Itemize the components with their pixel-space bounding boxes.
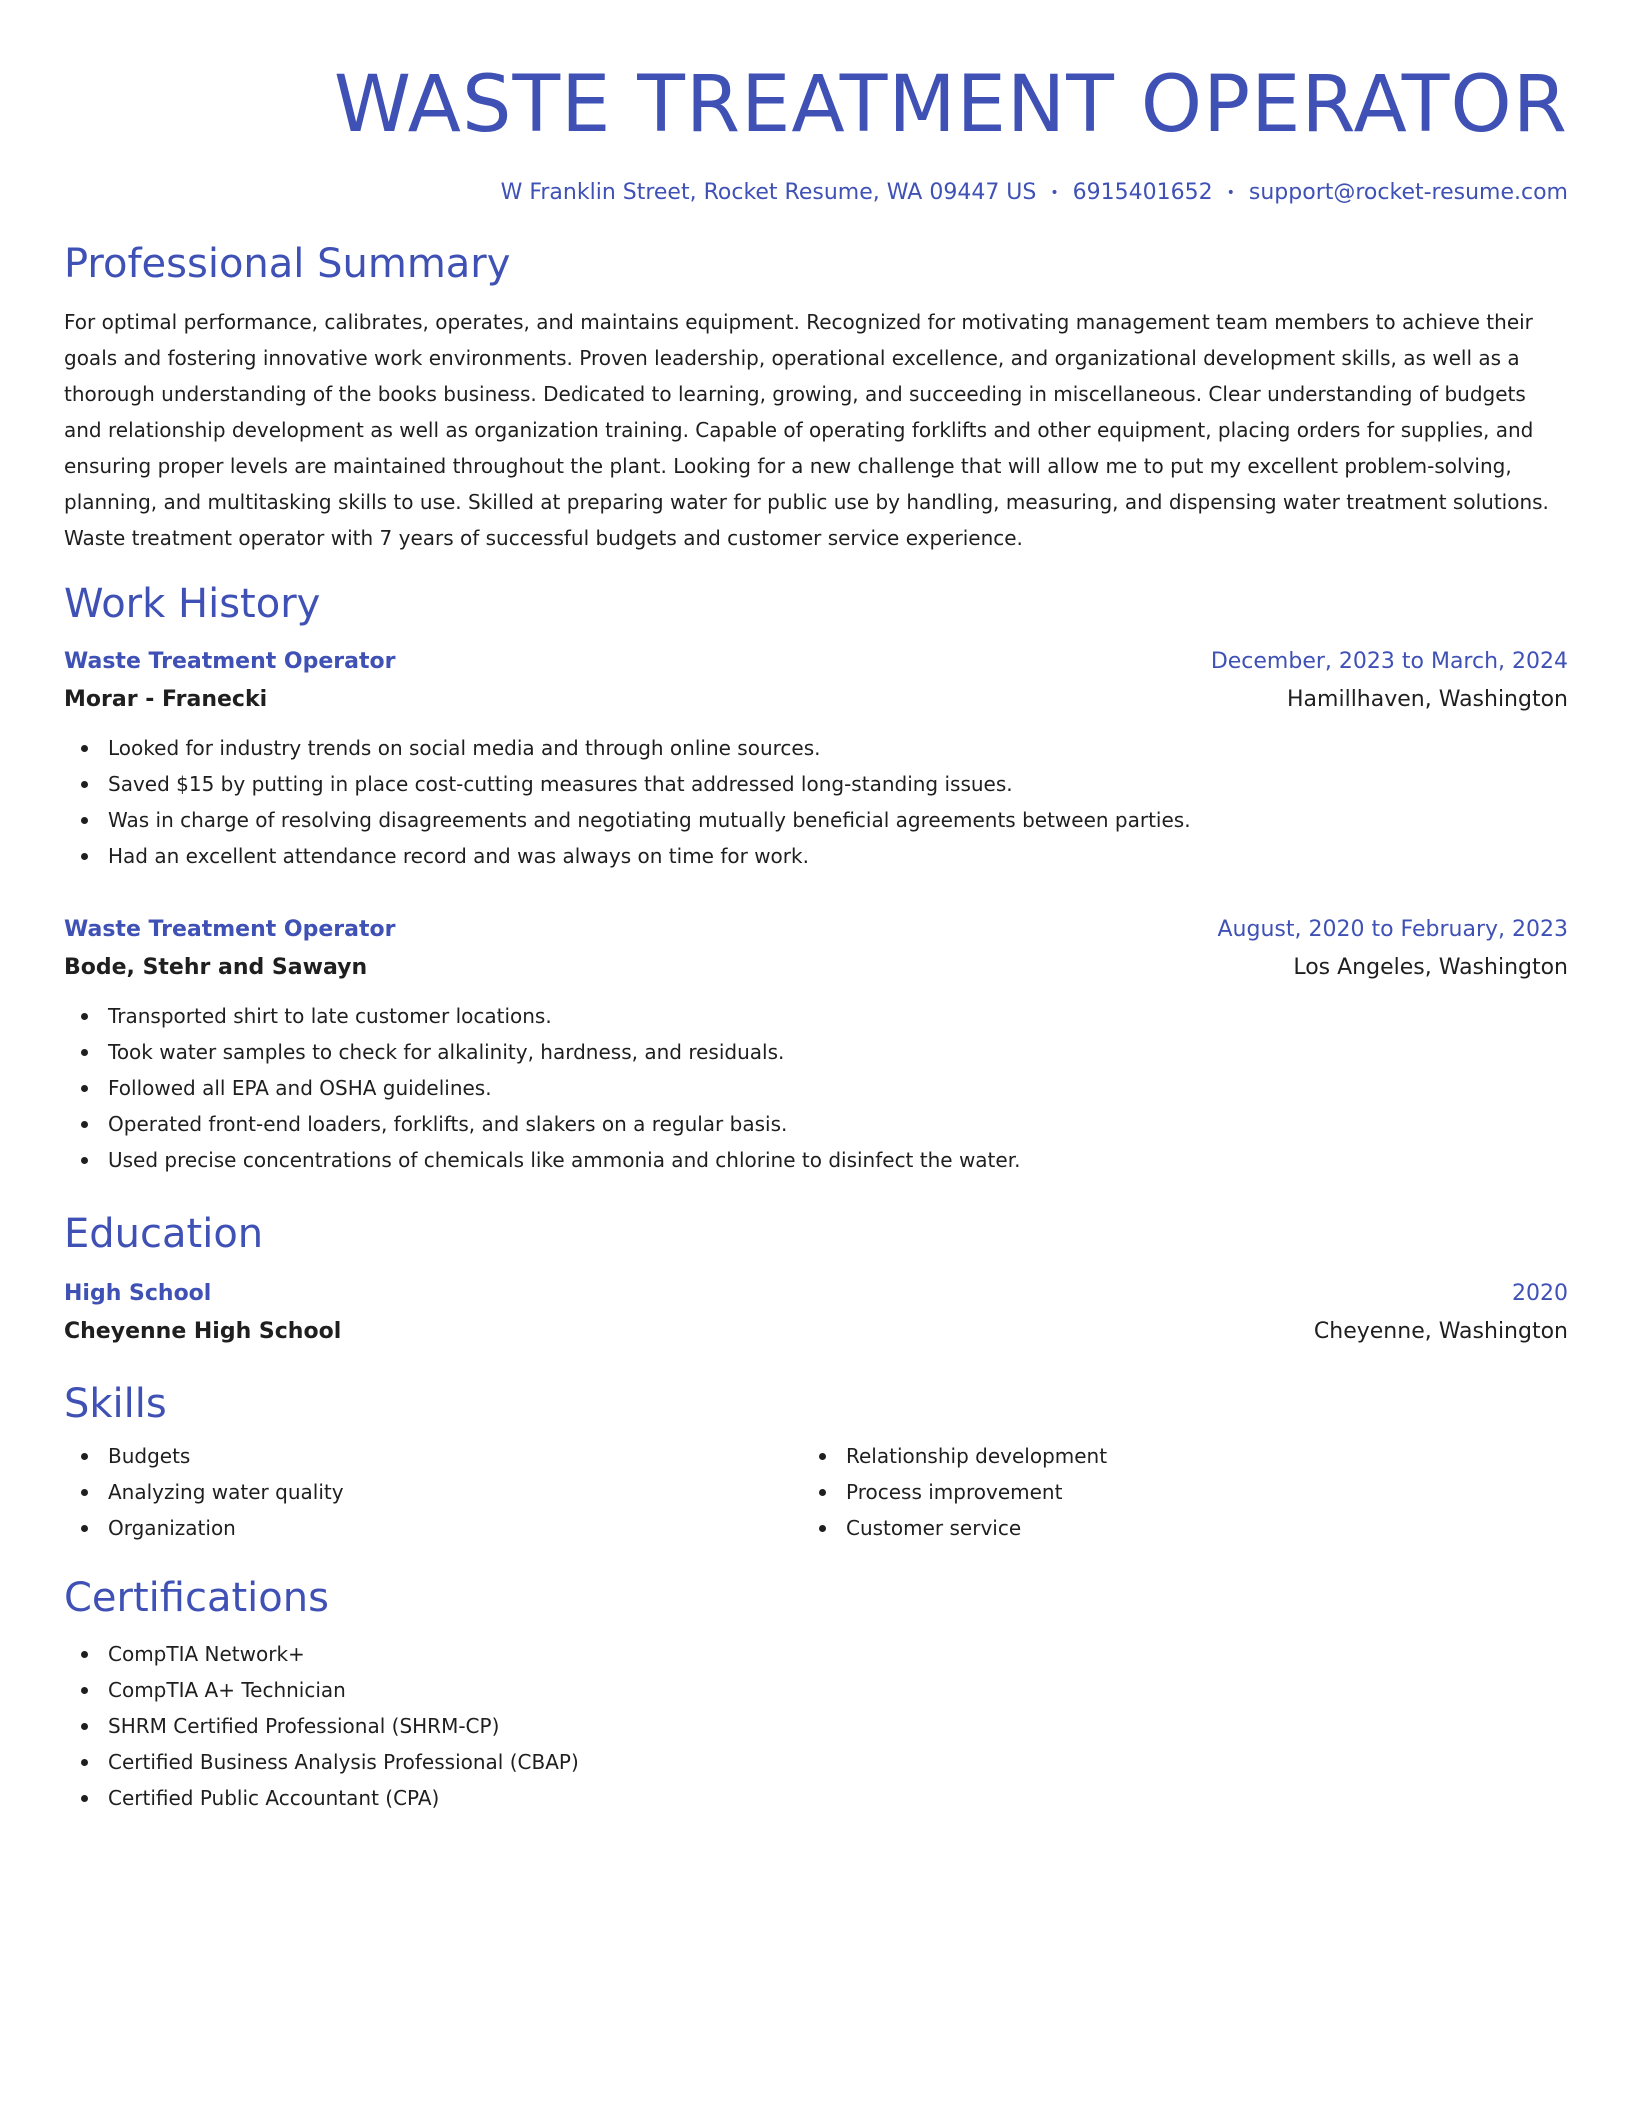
education-school-row	[64, 1312, 1568, 1350]
work-history-heading: Work History	[64, 581, 321, 627]
contact-email: support@rocket-resume.com	[1248, 180, 1568, 205]
list-item: Certified Public Accountant (CPA)	[108, 1780, 1568, 1816]
list-item: Analyzing water quality	[108, 1474, 802, 1510]
job-bullets	[64, 730, 1568, 874]
education-degree: High School	[64, 1281, 212, 1306]
education-entry	[64, 1276, 1568, 1350]
resume-header	[64, 50, 1568, 208]
list-item: Took water samples to check for alkalinity, hardness, and residuals.	[108, 1034, 1568, 1070]
skills-grid	[64, 1438, 1568, 1546]
contact-address: W Franklin Street, Rocket Resume, WA 09447 US	[500, 180, 1037, 205]
skills-column-left	[64, 1438, 802, 1546]
job-header-row	[64, 912, 1568, 948]
skills-heading: Skills	[64, 1381, 167, 1427]
summary-text: For optimal performance, calibrates, operates, and maintains equipment. Recognized for motivating management team members to achieve their goals and fostering innovative work environments. Proven leadership, operational excellence, and organizational development skills, as well as a thorough understanding of the books business. Dedicated to learning, growing, and succeeding in miscellaneous. Clear understanding of budgets and relationship development as well as organization training. Capable of operating forklifts and other equipment, placing orders for supplies, and ensuring proper levels are maintained throughout the plant. Looking for a new challenge that will allow me to put my excellent problem-solving, planning, and multitasking skills to use. Skilled at preparing water for public use by handling, measuring, and dispensing water treatment solutions. Waste treatment operator with 7 years of successful budgets and customer service experience.	[64, 310, 1549, 550]
list-item: Saved $15 by putting in place cost-cutting measures that addressed long-standing issues.	[108, 766, 1568, 802]
summary-heading: Professional Summary	[64, 241, 511, 287]
education-year: 2020	[1512, 1281, 1568, 1306]
education-school: Cheyenne High School	[64, 1319, 342, 1344]
certifications-heading: Certifications	[64, 1575, 329, 1621]
job-entry	[64, 912, 1568, 1178]
summary-section	[64, 238, 1568, 556]
job-company-row	[64, 948, 1568, 986]
list-item: Organization	[108, 1510, 802, 1546]
list-item: Transported shirt to late customer locations.	[108, 998, 1568, 1034]
certifications-section	[64, 1572, 1568, 1816]
skills-column-right	[802, 1438, 1540, 1546]
job-role: Waste Treatment Operator	[64, 917, 396, 942]
list-item: Certified Business Analysis Professional (CBAP)	[108, 1744, 1568, 1780]
education-header-row	[64, 1276, 1568, 1312]
list-item: Looked for industry trends on social media and through online sources.	[108, 730, 1568, 766]
list-item: CompTIA Network+	[108, 1636, 1568, 1672]
contact-phone: 6915401652	[1072, 180, 1213, 205]
list-item: Followed all EPA and OSHA guidelines.	[108, 1070, 1568, 1106]
job-location: Hamillhaven, Washington	[1287, 687, 1568, 712]
candidate-title: WASTE TREATMENT OPERATOR	[333, 60, 1568, 150]
job-location: Los Angeles, Washington	[1293, 955, 1568, 980]
list-item: Was in charge of resolving disagreements and negotiating mutually beneficial agreements between parties.	[108, 802, 1568, 838]
job-company: Bode, Stehr and Sawayn	[64, 955, 368, 980]
job-company: Morar - Franecki	[64, 687, 268, 712]
contact-separator: •	[1226, 185, 1235, 201]
job-role: Waste Treatment Operator	[64, 649, 396, 674]
job-bullets	[64, 998, 1568, 1178]
education-section	[64, 1208, 1568, 1350]
job-company-row	[64, 680, 1568, 718]
list-item: Process improvement	[846, 1474, 1540, 1510]
list-item: SHRM Certified Professional (SHRM-CP)	[108, 1708, 1568, 1744]
job-dates: December, 2023 to March, 2024	[1210, 649, 1568, 674]
list-item: Relationship development	[846, 1438, 1540, 1474]
skills-list	[802, 1438, 1540, 1546]
list-item: Used precise concentrations of chemicals like ammonia and chlorine to disinfect the water.	[108, 1142, 1568, 1178]
certifications-list	[64, 1636, 1568, 1816]
education-heading: Education	[64, 1211, 264, 1257]
contact-separator: •	[1050, 185, 1059, 201]
education-location: Cheyenne, Washington	[1313, 1319, 1568, 1344]
job-dates: August, 2020 to February, 2023	[1217, 917, 1568, 942]
list-item: CompTIA A+ Technician	[108, 1672, 1568, 1708]
list-item: Budgets	[108, 1438, 802, 1474]
list-item: Operated front-end loaders, forklifts, and slakers on a regular basis.	[108, 1106, 1568, 1142]
skills-section	[64, 1378, 1568, 1546]
list-item: Customer service	[846, 1510, 1540, 1546]
list-item: Had an excellent attendance record and was always on time for work.	[108, 838, 1568, 874]
job-entry	[64, 644, 1568, 874]
contact-line	[64, 178, 1568, 208]
skills-list	[64, 1438, 802, 1546]
job-header-row	[64, 644, 1568, 680]
work-history-section	[64, 578, 1568, 1178]
